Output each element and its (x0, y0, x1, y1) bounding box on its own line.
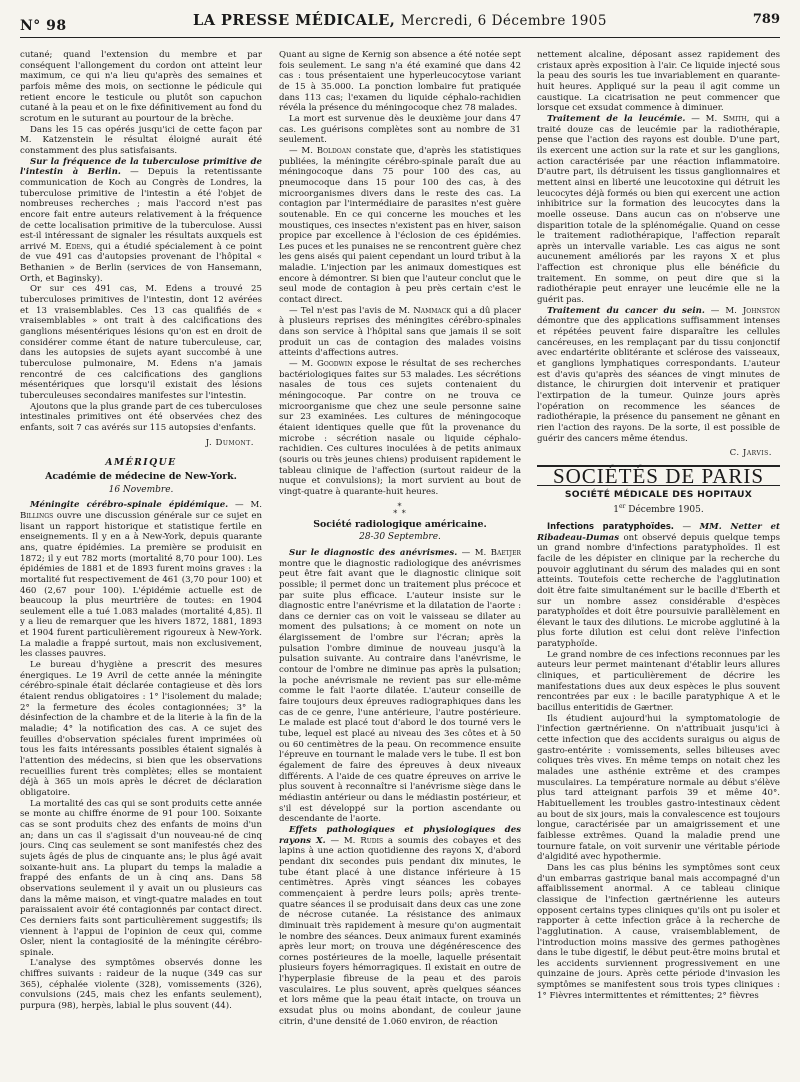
issue-date: Mercredi, 6 Décembre 1905 (400, 13, 607, 29)
session-date: 28-30 Septembre. (359, 532, 441, 543)
article-title: Traitement de la leucémie. (547, 113, 686, 124)
paragraph: L'analyse des symptômes observés donne les chiffres suivants : raideur de la nuque (349 cas sur 365), céphalée violente (328), vomissements (326), convulsions (245, mais chez les enfants seulement), purpura (98), herpès, labial le plus souvent (44). (20, 958, 262, 1012)
article-title: Infections paratyphoïdes. (547, 520, 674, 531)
session-date: 16 Novembre. (108, 484, 174, 495)
author-name: Johnston (742, 305, 780, 316)
date-day: 1 (613, 505, 619, 516)
paragraph-text: a soumis des cobayes et des lapins à une action quotidienne des rayons X, d'abord pendant dix secondes puis pendant dix minutes, le tube étant placé à une distance inférieure à 15 centimètres. Après vingt séances les cobayes commençaient à perdre leurs poils; après trente-quatre séances il se produisait dans deux cas une zone de nécrose cutanée. La résistance des animaux diminuait très rapidement à mesure qu'on augmentait le nombre des séances. Deux animaux furent examinés après leur mort; on trouva une dégénérescence des cornes postérieures de la moelle, laquelle présentait plusieurs foyers hémorragiques. Il existait en outre de l'hyperplasie fibreuse de la peau et des parois vasculaires. Le plus souvent, après quelques séances et lors même que la peau était intacte, on trouva un exsudat plus ou moins abondant, de couleur jaune citrin, d'une densité de 1.060 environ, de réaction (279, 835, 521, 1027)
article-title: Sur le diagnostic des anévrismes. (289, 547, 458, 558)
paragraph: Le bureau d'hygiène a prescrit des mesures énergiques. Le 19 Avril de cette année la méningite cérébro-spinale était déclarée contagieuse et dès lors étaient rendus obligatoires : 1° l'isolement du malade; 2° la fermeture des écoles contagionnées; 3° la désinfection de la chambre et de la literie à la fin de la maladie; 4° la notification des cas. A ce sujet des feuilles d'observation spéciales furent imprimées où tous les faits intéressants possibles étaient signalés à l'attention des médecins, si bien que les observations recueillies furent très complètes; elles se montaient déjà à 365 un mois après le décret de déclaration obligatoire. (20, 660, 262, 798)
article-title: Méningite cérébro-spinale épidémique. (30, 500, 229, 511)
column-3 (537, 50, 780, 1080)
society-title: SOCIÉTÉ MÉDICALE DES HOPITAUX (564, 488, 753, 500)
paragraph-text: — M. (325, 835, 361, 846)
paragraph (20, 500, 262, 660)
paragraph-text: — M. (685, 113, 724, 124)
paragraph-text: — Depuis la retentissante communication de Koch au Congrès de Londres, la tuberculose primitive de l'intestin a été l'objet de nombreuses recherches ; mais l'accord n'est pas encore fait entre auteurs relativement à la fréquence de cette localisation primitive de la tuberculose. Aussi est-il intéressant de signaler les résultats auxquels est arrivé M. (20, 167, 262, 252)
paragraph (537, 114, 780, 306)
paragraph-text: démontre que des applications suffisamment intenses et répétées peuvent faire disparaître les cellules cancéreuses, en les remplaçant par du tissu conjonctif avec endartérite oblitérante et sclérose des vaisseaux, et ganglions lymphatiques correspondants. L'auteur est d'avis qu'après des séances de vingt minutes de distance, le chirurgien doit intervenir et pratiquer l'extirpation de la tumeur. Quinze jours après l'opération on recommence les séances de radiothérapie, la présence du pansement ne gênant en rien l'action des rayons. De la sorte, il est possible de guérir des cancers même étendus. (537, 316, 780, 444)
author-name: Nammack (413, 305, 451, 316)
paragraph-text: ont observé depuis quelque temps un grand nombre d'infections paratyphoïdes. Il est facile de les dépister en clinique par la recherche du pouvoir agglutinant du sérum des malades qui en sont atteints. Toutefois cette recherche de l'agglutination doit être faite simultanément sur le bacille d'Eberth et sur un nombre assez considérable d'espèces paratyphoïdes et doit être poursuivie parallèlement en élevant le taux des dilutions. Le microbe agglutiné à la plus forte dilution est celui dont relève l'infection paratyphoïde. (537, 532, 780, 650)
section-separator (279, 503, 521, 517)
paragraph (279, 825, 521, 1027)
column-1 (20, 50, 262, 1080)
paragraph: La mortalité des cas qui se sont produits cette année se monte au chiffre énorme de 91 pour 100. Soixante cas se sont produits chez des enfants de moins d'un an; dans un cas il s'agissait d'un nouveau-né de cinq jours. Cinq cas seulement se sont manifestés chez des sujets âgés de plus de cinquante ans; le plus âgé avait soixante-huit ans. La plupart du temps la maladie a frappé des enfants de un à cinq ans. Dans 58 observations seulement il y avait un ou plusieurs cas dans la même maison, et vingt-quatre malades en tout paraissaient avoir été contagionnés par contact direct. Ces derniers faits sont particulièrement suggestifs; ils viennent à l'appui de l'opinion de ceux qui, comme Osler, nient la contagiosité de la méningite cérébro-spinale. (20, 798, 262, 958)
page-number: 789 (752, 12, 780, 27)
paragraph-text: — M. (704, 305, 743, 316)
author-name: Smith (723, 113, 747, 124)
paragraph-text: , qui a étudié spécialement à ce point de vue 491 cas d'autopsies provenant de l'hôpital « Bethanien » de Berlin (services de von Hansemann, Orth, et Baginsky). (20, 241, 262, 284)
paragraph: Quant au signe de Kernig son absence a été notée sept fois seulement. Le sang n'a été examiné que dans 42 cas : tous présentaient une hyperleucocytose variant de 15 à 35.000. La ponction lombaire fut pratiquée dans 113 cas; l'examen du liquide céphalo-rachidien révéla la présence du méningocoque chez 78 malades. (279, 50, 521, 114)
paragraph-text: — M. (289, 359, 318, 370)
paragraph: nettement alcaline, déposant assez rapidement des cristaux après exposition à l'air. Ce liquide injecté sous la peau des souris les tue invariablement en quarante-huit heures. Appliqué sur la peau il agit comme un caustique. La cicatrisation ne peut commencer que lorsque cet exsudat commence à diminuer. (537, 50, 780, 114)
paragraph-text: — M. (457, 547, 491, 558)
paragraph (279, 359, 521, 498)
paragraph-text: constate que, d'après les statistiques publiées, la méningite cérébro-spinale paraît due au méningocoque dans 75 pour 100 des cas, au pneumocoque dans 15 pour 100 des cas, à des microorganismes divers dans le reste des cas. La contagion par l'intermédiaire de parasites n'est guère soutenable. En ce qui concerne les mouches et les moustiques, ces insectes n'existent pas en hiver, saison propice par excellence à l'éclosion de ces épidémies. Les puces et les punaises ne se rencontrent guère chez les gens aisés qui paient cependant un lourd tribut à la maladie. L'injection par les animaux domestiques est encore à démontrer. Si bien que l'auteur conclut que le seul mode de contagion à peu près certain c'est le contact direct. (279, 145, 521, 306)
paragraph-text: expose le résultat de ses recherches bactériologiques faites sur 53 malades. Les sécrétions nasales de tous ces sujets contenaient du méningocoque. Par contre on ne trouva ce microorganisme que chez une seule personne saine sur 23 examinées. Les cultures de méningocoque étaient identiques quelle que fût la provenance du microbe : sécrétion nasale ou liquide céphalo-rachidien. Ces cultures inoculées à de petits animaux (souris ou très jeunes chiens) produisent rapidement le tableau clinique de l'affection (surtout raideur de la nuque et convulsions); la mort survient au bout de vingt-quatre à quarante-huit heures. (279, 359, 521, 497)
paragraph-text: qui a dû placer à plusieurs reprises des méningites cérébro-spinales dans son service à l'hôpital sans que jamais il se soit produit un cas de contagion des malades voisins atteints d'affections autres. (279, 305, 521, 359)
author-name: Billings (20, 510, 54, 521)
paragraph-text: — M. (289, 145, 317, 156)
paragraph: Or sur ces 491 cas, M. Edens a trouvé 25 tuberculoses primitives de l'intestin, dont 12 avérées et 13 vraisemblables. Ces 13 cas qualifiés de « vraisemblables » ont trait à des calcifications des ganglions mésentériques lésions qu'on est en droit de considérer comme étant de nature tuberculeuse, car, dans les autopsies de sujets ayant succombé à une tuberculose pulmonaire, M. Edens n'a jamais rencontré de ces calcifications des ganglions mésentériques que lorsqu'il existait des lésions tuberculeuses secondaires manifestes sur l'intestin. (20, 284, 262, 401)
paragraph (279, 146, 521, 306)
signature: C. Jarvis. (729, 448, 772, 459)
running-title (20, 12, 780, 29)
session-date (537, 502, 780, 516)
paragraph (279, 306, 521, 359)
article-title: Effets pathologiques et physiologiques des rayons X. (279, 824, 521, 846)
paragraph: La mort est survenue dès le deuxième jour dans 47 cas. Les guérisons complètes sont au nombre de 31 seulement. (279, 113, 521, 146)
date-ordinal: er (618, 503, 626, 511)
paragraph: Dans les 15 cas opérés jusqu'ici de cette façon par M. Katzenstein le résultat éloigné aurait été constamment des plus satisfaisants. (20, 124, 262, 156)
paragraph: Ils étudient aujourd'hui la symptomatologie de l'infection gærtnérienne. On n'attribuait jusqu'ici à cette infection que des accidents suraigus ou aigus de gastro-entérite : vomissements, selles bilieuses avec coliques très vives. En même temps on notait chez les malades une asthénie extrême et des crampes musculaires. La température normale au début s'élève plus tard atteignant parfois 39 et même 40°. Habituellement les troubles gastro-intestinaux cèdent au bout de six jours, mais la convalescence est toujours longue, caractérisée par un amaigrissement et une faiblesse extrêmes. Quand la maladie prend une tournure fatale, on voit survenir une véritable période d'algidité avec hypothermie. (537, 713, 780, 863)
section-banner: SOCIÉTÉS DE PARIS (537, 465, 780, 486)
author-name: Boldoan (316, 145, 352, 156)
paragraph (279, 548, 521, 825)
author-name: Rudis (360, 835, 384, 846)
paragraph: cutané; quand l'extension du membre et par conséquent l'allongement du cordon ont atteint leur maximum, ce qui n'a lieu qu'après des semaines et parfois même des mois, on sectionne le pédicule qui retient encore le testicule ou plutôt son capuchon cutané à la peau et on le fixe définitivement au fond du scrotum en le suturant au pourtour de la brèche. (20, 50, 262, 124)
column-2 (279, 50, 521, 1080)
author-name: Edens (65, 241, 91, 252)
paragraph (20, 157, 262, 285)
separator-stars: * * (393, 508, 407, 518)
society-title: Académie de médecine de New-York. (45, 470, 237, 482)
section-title: AMÉRIQUE (105, 457, 177, 469)
paragraph-text: , qui a traité douze cas de leucémie par la radiothérapie, pense que l'action des rayons est double. D'une part, ils exercent une action sur la rate et sur les ganglions, action caractérisée par une réaction inflammatoire. D'autre part, ils détruisent les tissus ganglionnaires et mettent ainsi en liberté une leucotoxine qui détruit les leucocytes déjà formés ou bien qui exercent une action inhibitrice sur la formation des leucocytes dans la moelle osseuse. Dans aucun cas on n'observe une disparition totale de la splénomégalie. Quand on cesse le traitement radiothérapique, l'affection reparaît après un intervalle variable. Les cas aigus ne sont aucunement améliorés par les rayons X et plus l'affection est chronique plus elle bénéficie du traitement. En somme, on peut dire que si la radiothérapie peut enrayer une leucémie elle ne la guérit pas. (537, 113, 780, 306)
paragraph (537, 306, 780, 445)
author-name: Baetjer (490, 547, 521, 558)
paragraph-text: — Tel n'est pas l'avis de M. (289, 305, 414, 316)
paragraph: Dans les cas plus bénins les symptômes sont ceux d'un embarras gastrique banal mais accompagné d'un affaiblissement anormal. A ce tableau clinique classique de l'infection gærtnérienne les auteurs opposent certains types cliniques qu'ils ont pu isoler et rapporter à cette infection grâce à la recherche de l'agglutination. A cause, vraisemblablement, de l'introduction moins massive des germes pathogènes dans le tube digestif, le début peut-être moins brutal et les accidents surviennent progressivement en une quinzaine de jours. Après cette période d'invasion les symptômes se manifestent sous trois types cliniques : 1° Fièvres intermittentes et rémittentes; 2° fièvres (537, 862, 780, 1001)
journal-name: LA PRESSE MÉDICALE, (193, 12, 396, 29)
article-title: Sur la fréquence de la tuberculose primitive de l'intestin à Berlin. (20, 156, 262, 178)
paragraph-text: montre que le diagnostic radiologique des anévrismes peut être fait avant que le diagnostic clinique soit possible; il permet donc un traitement plus précoce et par suite plus efficace. L'auteur insiste sur le diagnostic entre l'anévrisme et la dilatation de l'aorte : dans ce dernier cas on voit le vaisseau se dilater au moment des pulsations; à ce moment on note un élargissement de l'ombre sur l'écran; après la pulsation l'ombre diminue de nouveau jusqu'à la pulsation suivante. Au contraire dans l'anévrisme, le contour de l'ombre ne diminue pas après la pulsation; la poche anévrismale ne revient pas sur elle-même comme le fait l'aorte dilatée. L'auteur conseille de faire toujours deux épreuves radiographiques dans les cas de ce genre, l'une antérieure, l'autre postérieure. Le malade est placé tout d'abord le dos tourné vers le tube, lequel est placé au niveau des 3es côtes et à 50 ou 60 centimètres de la peau. On recommence ensuite l'épreuve en tournant le malade vers le tube. Il est bon également de faire des épreuves à deux niveaux différents. A l'aide de ces quatre épreuves on arrive le plus souvent à reconnaître si l'anévrisme siège dans le médiastin antérieur ou dans le médiastin postérieur, et s'il est développé sur la portion ascendante ou descendante de l'aorte. (279, 558, 521, 825)
article-title: Traitement du cancer du sein. (547, 305, 705, 316)
paragraph-text: — (673, 521, 700, 532)
paragraph: Le grand nombre de ces infections reconnues par les auteurs leur permet maintenant d'établir leurs allures cliniques, et particulièrement de décrire les manifestations dues aux deux espèces le plus souvent rencontrées par eux : le bacille paratyphique A et le bacillus enteritidis de Gærtner. (537, 649, 780, 714)
paragraph-text: — M. (228, 500, 262, 511)
paragraph: Ajoutons que la plus grande part de ces tuberculoses intestinales primitives ont été observées chez des enfants, soit 7 cas avérés sur 115 autopsies d'enfants. (20, 401, 262, 433)
paragraph-text: ouvre une discussion générale sur ce sujet en lisant un rapport historique et statistique fertile en enseignements. Il y en a à New-York, depuis quarante ans, quatre épidémies. La première se produisit en 1872; il y eut 782 morts (mortalité 8,70 pour 100). Les épidémies de 1881 et de 1893 furent moins graves : la mortalité fut respectivement de 461 (3,70 pour 100) et 460 (2,67 pour 100). L'épidémie actuelle est de beaucoup la plus meurtrière de toutes: en 1904 seulement elle a tué 1.083 malades (mortalité 4,85). Il y a lieu de remarquer que les hivers 1872, 1881, 1893 et 1904 furent particulièrement rigoureux à New-York. La maladie a frappé surtout, mais non exclusivement, les classes pauvres. (20, 510, 262, 660)
page-header (20, 8, 780, 38)
signature: J. Dumont. (205, 437, 254, 448)
separator-star: * (397, 501, 403, 511)
society-title: Société radiologique américaine. (313, 518, 487, 530)
author-name: Goodwin (317, 359, 353, 370)
paragraph (537, 521, 780, 650)
date-rest: Décembre 1905. (625, 505, 704, 516)
issue-number: N° 98 (20, 18, 67, 34)
author-names: MM. Netter et Ribadeau-Dumas (537, 521, 780, 543)
